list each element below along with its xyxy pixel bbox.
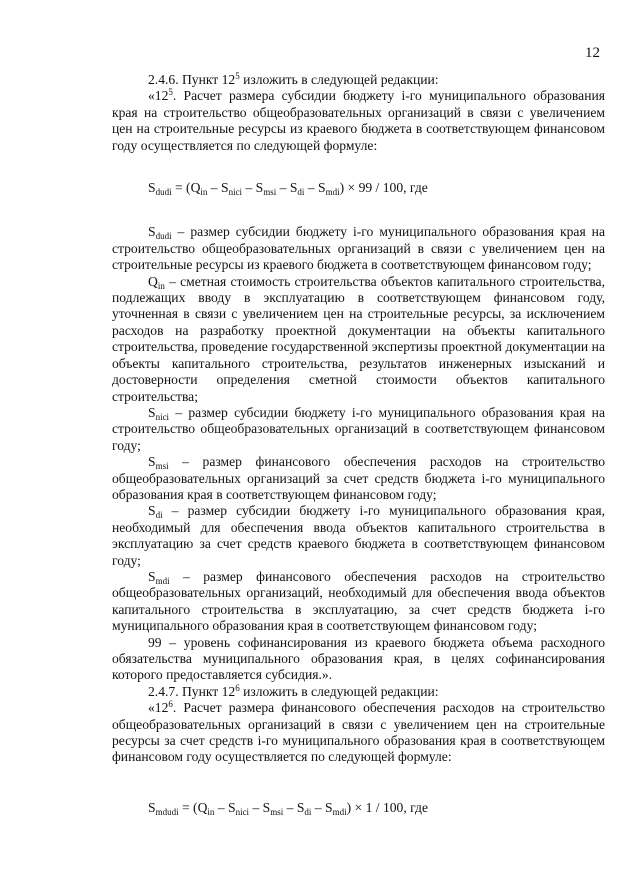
definition-symbol: S — [148, 224, 156, 240]
definition-subscript: in — [157, 280, 165, 291]
heading-text: изложить в следующей редакции: — [239, 72, 439, 87]
definition-s-nici — [112, 405, 605, 454]
definition-text: – размер финансового обеспечения расходов на строительство общеобразовательных организаций, необходимый для обеспечения ввода объектов капитального строительства в эксплуатацию, за счет средств бюджета i-го муниципального образования края в соответствующем финансовом году; — [112, 568, 605, 634]
definition-text: – сметная стоимость строительства объектов капитального строительства, подлежащих вводу в эксплуатацию в соответствующем финансовом году, уточненная в связи с увеличением цен на строительные ресурсы, за исключением расходов на разработку проектной документации на объекты капитального строительства, проведение государственной экспертизы проектной документации на объекты капитального строительства, результатов инженерных изысканий и достоверности определения сметной стоимости объектов капитального строительства; — [112, 273, 605, 404]
definition-text: – размер субсидии бюджету i-го муниципального образования края на строительство общеобразовательных организаций в связи с увеличением цен на строительные ресурсы из краевого бюджета в соответствующем финансовом году; — [112, 224, 605, 273]
formula-subscript: msi — [270, 806, 284, 817]
superscript: 5 — [168, 87, 173, 98]
definition-subscript: msi — [155, 461, 169, 472]
definition-symbol: S — [148, 503, 156, 519]
heading-text: изложить в следующей редакции: — [239, 683, 439, 699]
formula-symbol: – S — [276, 180, 298, 196]
paragraph-12-5 — [112, 88, 605, 154]
formula-subscript: dudi — [155, 187, 172, 198]
formula-subscript: in — [200, 187, 208, 198]
definition-text: – размер финансового обеспечения расходов на строительство общеобразовательных организаций за счет средств бюджета i-го муниципального образования края в соответствующем финансовом году; — [112, 454, 605, 502]
superscript: 5 — [235, 71, 240, 81]
formula-symbol: S — [148, 799, 156, 815]
formula-subscript: msi — [263, 187, 277, 198]
formula-symbol: – S — [311, 799, 333, 815]
formula-subscript: nici — [228, 187, 243, 198]
paragraph-text: «12 — [148, 88, 169, 104]
formula-subscript: mdi — [332, 806, 347, 817]
formula-symbol: S — [148, 180, 156, 196]
page-number: 12 — [585, 45, 600, 61]
formula-symbol: – S — [207, 180, 229, 196]
definition-subscript: di — [155, 510, 163, 521]
definition-q-in — [112, 274, 605, 405]
formula-subscript: mdi — [325, 187, 340, 198]
definition-symbol: S — [148, 404, 156, 420]
paragraph-text: . Расчет размера финансового обеспечения расходов на строительство общеобразовательных организаций в связи с увеличением цен на строительные ресурсы за счет средств i-го муниципального образования края в соответствующем финансовом году осуществляется по следующей формуле: — [112, 700, 605, 765]
definition-s-dudi — [112, 224, 605, 273]
formula-symbol: = (Q — [178, 799, 208, 815]
definition-symbol: S — [148, 454, 156, 470]
definition-subscript: nici — [155, 411, 170, 422]
paragraph-cofinancing-99: 99 – уровень софинансирования из краевого бюджета объема расходного обязательства муниципального образования края, в целях софинансирования которого предоставляется субсидия.». — [112, 634, 605, 683]
heading-text: 2.4.7. Пункт 12 — [148, 683, 236, 699]
definition-text: – размер субсидии бюджету i-го муниципального образования края, необходимый для обеспечения ввода объектов капитального строительства в эксплуатацию за счет средств краевого бюджета в соответствующем финансовом году; — [112, 503, 605, 568]
section-heading-2-4-6 — [112, 72, 605, 88]
superscript: 6 — [235, 682, 240, 693]
definition-s-di — [112, 503, 605, 569]
formula-symbol: – S — [249, 799, 271, 815]
definition-subscript: dudi — [155, 231, 172, 242]
definition-text: – размер субсидии бюджету i-го муниципального образования края на строительство общеобразовательных организаций в соответствующем финансовом году; — [112, 404, 605, 453]
definition-symbol: S — [148, 568, 156, 584]
formula-s-dudi — [148, 180, 605, 196]
heading-text: 2.4.6. Пункт 12 — [148, 72, 236, 87]
paragraph-text: «12 — [148, 700, 169, 716]
formula-symbol: ) × 1 / 100, где — [346, 799, 428, 815]
formula-subscript: nici — [235, 806, 250, 817]
formula-symbol: – S — [242, 180, 264, 196]
formula-subscript: mdudi — [155, 806, 179, 817]
formula-subscript: di — [304, 806, 312, 817]
definition-s-msi — [112, 454, 605, 503]
formula-symbol: – S — [214, 799, 236, 815]
definition-symbol: Q — [148, 273, 158, 289]
formula-symbol: ) × 99 / 100, где — [339, 180, 428, 196]
formula-symbol: – S — [283, 799, 305, 815]
document-body — [112, 72, 605, 816]
paragraph-12-6 — [112, 700, 605, 766]
formula-symbol: – S — [304, 180, 326, 196]
formula-subscript: in — [207, 806, 215, 817]
formula-subscript: di — [297, 187, 305, 198]
section-heading-2-4-7 — [112, 684, 605, 700]
formula-s-mdudi — [148, 800, 605, 816]
definition-subscript: mdi — [155, 575, 170, 586]
paragraph-text: . Расчет размера субсидии бюджету i-го муниципального образования края на строительство общеобразовательных организаций в связи с увеличением цен на строительные ресурсы из краевого бюджета в соответствующем финансовом году осуществляется по следующей формуле: — [112, 88, 605, 153]
formula-symbol: = (Q — [171, 180, 201, 196]
definition-s-mdi — [112, 569, 605, 635]
superscript: 6 — [168, 699, 173, 710]
